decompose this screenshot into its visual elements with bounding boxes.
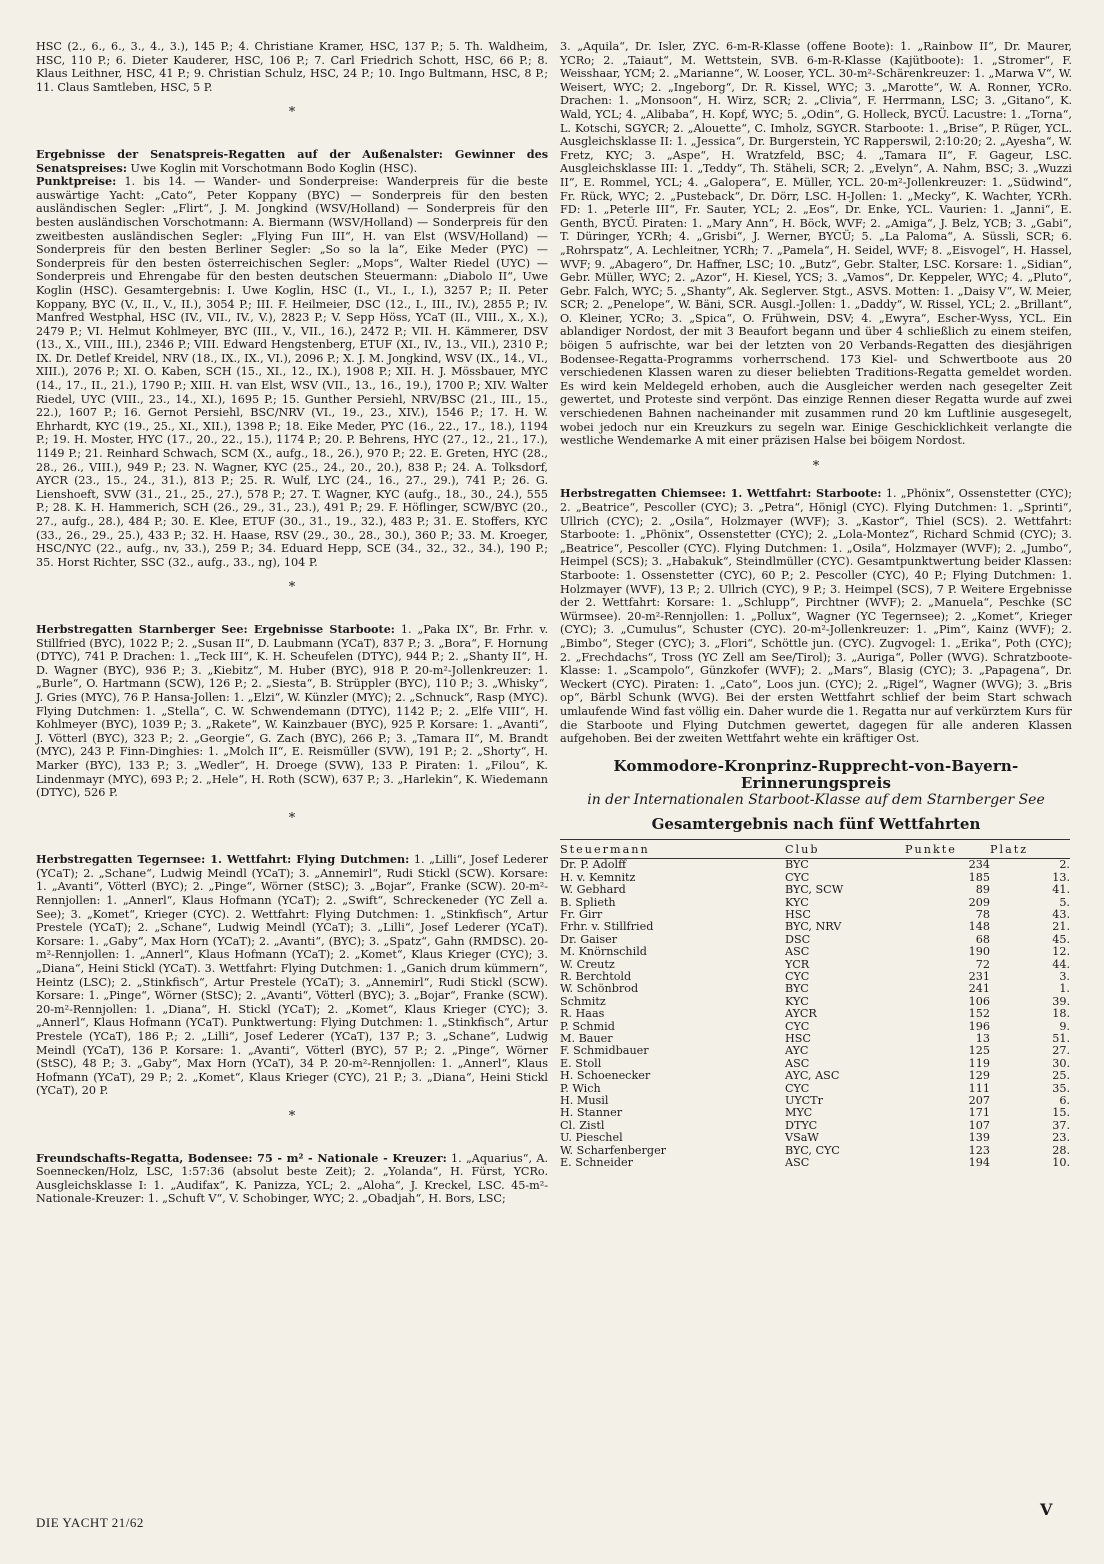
cell-rank: 15. — [1052, 1106, 1070, 1120]
cell-points: 106 — [968, 994, 990, 1008]
article-chiemsee — [560, 487, 1072, 745]
cell-name: B. Splieth — [560, 895, 616, 909]
cell-club: CYC — [785, 1019, 810, 1033]
cell-rank: 25. — [1052, 1069, 1070, 1083]
right-column — [560, 40, 1072, 1169]
column-header-points: Punkte — [905, 839, 990, 859]
cell-club: BYC, CYC — [785, 1143, 840, 1157]
cell-points: 68 — [975, 932, 990, 946]
table-row — [560, 1095, 1070, 1107]
table-header-row — [560, 839, 1070, 859]
cell-rank: 9. — [1059, 1019, 1070, 1033]
cell-points: 148 — [968, 920, 990, 934]
left-column — [36, 40, 548, 1206]
cell-points: 119 — [968, 1056, 990, 1070]
separator-star: * — [288, 1108, 296, 1124]
cell-club: DTYC — [785, 1118, 818, 1132]
cell-club: AYC, ASC — [785, 1069, 840, 1083]
cell-name: H. Schoenecker — [560, 1069, 651, 1083]
cell-club: CYC — [785, 969, 810, 983]
article-senatspreis — [36, 148, 548, 175]
cell-rank: 41. — [1052, 883, 1070, 897]
article-text: Uwe Koglin mit Vorschotmann Bodo Koglin (HSC). — [126, 161, 418, 175]
cell-rank: 39. — [1052, 994, 1070, 1008]
cell-points: 207 — [968, 1094, 990, 1107]
cell-rank: 5. — [1059, 895, 1070, 909]
cell-rank: 51. — [1052, 1031, 1070, 1045]
cell-rank: 30. — [1052, 1056, 1070, 1070]
results-table — [560, 839, 1070, 1170]
cell-club: AYCR — [785, 1007, 817, 1021]
cell-club: DSC — [785, 932, 811, 946]
cell-rank: 13. — [1052, 870, 1070, 884]
cell-points: 125 — [968, 1044, 990, 1058]
cell-rank: 23. — [1052, 1131, 1070, 1145]
separator-star: * — [812, 458, 820, 474]
cell-club: ASC — [785, 945, 810, 959]
cell-points: 13 — [975, 1031, 990, 1045]
cell-club: ASC — [785, 1156, 810, 1170]
cell-rank: 6. — [1059, 1094, 1070, 1107]
column-header-name: Steuermann — [560, 839, 785, 859]
cell-points: 129 — [968, 1069, 990, 1083]
cell-club: BYC — [785, 858, 809, 872]
cell-name: R. Haas — [560, 1007, 605, 1021]
cell-points: 89 — [975, 883, 990, 897]
results-heading: Gesamtergebnis nach fünf Wettfahrten — [651, 814, 981, 833]
table-row — [560, 1008, 1070, 1020]
cell-points: 234 — [968, 858, 990, 872]
cell-name: W. Scharfenberger — [560, 1143, 667, 1157]
cell-rank: 35. — [1052, 1081, 1070, 1095]
cell-club: HSC — [785, 1031, 811, 1045]
column-header-rank: Platz — [990, 839, 1070, 859]
article-hsc-results-end: HSC (2., 6., 6., 3., 4., 3.), 145 P.; 4. Christiane Kramer, HSC, 137 P.; 5. Th. Waldheim, HSC, 110 P.; 6. Dieter Kauderer, HSC, 106 P.; 7. Carl Friedrich Schott, HSC, 66 P.; 8. Klaus Leithner, HSC, 41 P.; 9. Christian Schulz, HSC, 24 P.; 10. Ingo Bultmann, HSC, 8 P.; 11. Claus Samtleben, HSC, 5 P. — [36, 40, 548, 94]
cell-points: 196 — [968, 1019, 990, 1033]
table-row — [560, 1132, 1070, 1144]
cell-name: H. v. Kemnitz — [560, 870, 636, 884]
cell-club: VSaW — [785, 1131, 819, 1145]
cell-rank: 37. — [1052, 1118, 1070, 1132]
cell-club: BYC — [785, 982, 809, 996]
cell-club: CYC — [785, 1081, 810, 1095]
cell-name: R. Berchtold — [560, 969, 632, 983]
table-row — [560, 983, 1070, 995]
cell-club: UYCTr — [785, 1094, 823, 1107]
article-heading: Freundschafts-Regatta, Bodensee: 75 - m² - Nationale - Kreuzer: — [36, 1150, 447, 1165]
cell-points: 231 — [968, 969, 990, 983]
cell-points: 111 — [968, 1081, 990, 1095]
column-header-club: Club — [785, 839, 905, 859]
cell-club: MYC — [785, 1106, 813, 1120]
separator-star: * — [288, 105, 296, 121]
cell-rank: 18. — [1052, 1007, 1070, 1021]
cell-name: H. Stanner — [560, 1106, 623, 1120]
cell-name: M. Knörnschild — [560, 945, 647, 959]
table-row — [560, 1157, 1070, 1169]
cell-club: KYC — [785, 994, 809, 1008]
article-heading: Punktpreise: — [36, 174, 117, 189]
cell-rank: 44. — [1052, 957, 1070, 971]
cell-club: KYC — [785, 895, 809, 909]
cell-name: Frhr. v. Stillfried — [560, 920, 654, 934]
cell-points: 190 — [968, 945, 990, 959]
results-section — [560, 758, 1072, 1170]
table-row — [560, 859, 1070, 872]
cell-rank: 3. — [1059, 969, 1070, 983]
cell-points: 152 — [968, 1007, 990, 1021]
cell-rank: 10. — [1052, 1156, 1070, 1170]
cell-name: U. Pieschel — [560, 1131, 623, 1145]
cell-points: 78 — [975, 907, 990, 921]
cell-rank: 27. — [1052, 1044, 1070, 1058]
cell-rank: 12. — [1052, 945, 1070, 959]
cell-points: 107 — [968, 1118, 990, 1132]
article-bodensee-continued: 3. „Aquila“, Dr. Isler, ZYC. 6-m-R-Klasse (offene Boote): 1. „Rainbow II“, Dr. Maurer, YCRo; 2. „Taiaut“, M. Wettstein, SVB. 6-m-R-Klasse (Kajütboote): 1. „Stromer“, F. Weisshaar, YCM; 2. „Marianne“, W. Looser, YCL. 30-m²-Schärenkreuzer: 1. „Marwa V“, W. Weisert, WYC; 2. „Ingeborg“, Dr. R. Kissel, WYC; 3. „Marotte“, W. A. Ronner, YCRo. Drachen: 1. „Monsoon“, H. Wirz, SCR; 2. „Clivia“, F. Herrmann, LSC; 3. „Gitano“, K. Wald, YCL; 4. „Alibaba“, H. Kopf, WYC; 5. „Odin“, G. Holleck, BYCÜ. Lacustre: 1. „Torna“, L. Kotschi, SGYCR; 2. „Alouette“, C. Imholz, SGYCR. Starboote: 1. „Brise“, P. Rüger, YCL. Ausgleichsklasse II: 1. „Jessica“, Dr. Burgerstein, YC Rapperswil, 2:10:20; 2. „Ayesha“, W. Fretz, KYC; 3. „Aspe“, H. Wratzfeld, BSC; 4. „Tamara II“, F. Gageur, LSC. Ausgleichsklasse III: 1. „Teddy“, Th. Stäheli, SCR; 2. „Evelyn“, A. Nahm, BSC; 3. „Wuzzi II“, E. Rommel, YCL; 4. „Galopera“, E. Müller, YCL. 20-m²-Jollenkreuzer: 1. „Südwind“, Fr. Rück, WYC; 2. „Pusteback“, Dr. Dörr, LSC. H-Jollen: 1. „Mecky“, K. Wachter, YCRh. FD: 1. „Peterle III“, Fr. Sauter, YCL; 2. „Eos“, Dr. Enke, YCL. Vaurien: 1. „Janni“, E. Genth, BYCÜ. Piraten: 1. „Mary Ann“, H. Böck, WVF; 2. „Amiga“, J. Belz, YCB; 3. „Gabi“, T. Düringer, YCRh; 4. „Grisbi“, J. Werner, BYCÜ; 5. „La Paloma“, A. Süssli, SCR; 6. „Rohrspatz“, A. Lechleitner, YCRh; 7. „Pamela“, H. Seidel, WVF; 8. „Eisvogel“, H. Hassel, WVF; 9. „Abagero“, Dr. Haffner, LSC; 10. „Butz“, Gebr. Stalter, LSC. Korsare: 1. „Sidian“, Gebr. Müller, WYC; 2. „Azor“, H. Kiesel, YCS; 3. „Vamos“, Dr. Keppeler, WYC; 4. „Pluto“, Gebr. Falch, WYC; 5. „Shanty“, Ak. Seglerver. Stgt., ASVS. Motten: 1. „Daisy V“, W. Meier, SCR; 2. „Penelope“, W. Bäni, SCR. Ausgl.-Jollen: 1. „Daddy“, W. Rissel, YCL; 2. „Brillant“, O. Kleiner, YCRo; 3. „Spica“, O. Frühwein, DSV; 4. „Ewyra“, Escher-Wyss, YCL. Ein ablandiger Nordost, der mit 3 Beaufort begann und über 4 schließlich zu einem steifen, böigen 5 aufrischte, war bei der letzten von 20 Verbands-Regatten des diesjährigen Bodensee-Regatta-Programms vorherrschend. 173 Kiel- und Schwertboote aus 20 verschiedenen Klassen waren zu dieser beliebten Traditions-Regatta gemeldet worden. Es wird kein Meldegeld erhoben, auch die Ausgleicher werden nach gesegelter Zeit gewertet, und Proteste sind verpönt. Das einzige Rennen dieser Regatta wurde auf zwei verschiedenen Bahnen nacheinander mit zusammen rund 20 km Luftlinie ausgesegelt, wobei jedoch nur ein Kreuzkurs zu segeln war. Einige Geschicklichkeit verlangte die westliche Wendemarke A mit einer präzisen Halse bei böigem Nordost. — [560, 40, 1072, 448]
cell-club: BYC, SCW — [785, 883, 844, 897]
cell-points: 194 — [968, 1156, 990, 1170]
table-row — [560, 1145, 1070, 1157]
article-heading: Ergebnisse der Senatspreis-Regatten auf der Außenalster: Gewinner des Senatspreises: — [36, 146, 548, 175]
cell-points: 123 — [968, 1143, 990, 1157]
cell-club: YCR — [785, 957, 810, 971]
cell-name: Cl. Zistl — [560, 1118, 605, 1132]
cell-name: E. Stoll — [560, 1056, 602, 1070]
cell-rank: 21. — [1052, 920, 1070, 934]
article-heading: Herbstregatten Tegernsee: 1. Wettfahrt: Flying Dutchmen: — [36, 852, 410, 867]
cell-club: ASC — [785, 1056, 810, 1070]
cell-points: 185 — [968, 870, 990, 884]
article-tegernsee — [36, 853, 548, 1098]
cell-name: F. Schmidbauer — [560, 1044, 649, 1058]
table-row — [560, 1070, 1070, 1082]
cell-name: P. Schmid — [560, 1019, 615, 1033]
cell-name: W. Creutz — [560, 957, 615, 971]
cell-club: AYC — [785, 1044, 809, 1058]
cell-points: 72 — [975, 957, 990, 971]
table-row — [560, 1045, 1070, 1057]
table-row — [560, 884, 1070, 896]
article-starnberger-see — [36, 623, 548, 800]
cell-name: E. Schneider — [560, 1156, 633, 1170]
cell-name: M. Bauer — [560, 1031, 613, 1045]
separator-star: * — [288, 580, 296, 596]
cell-name: Fr. Girr — [560, 907, 603, 921]
table-row — [560, 946, 1070, 958]
cell-points: 241 — [968, 982, 990, 996]
results-title: Kommodore-Kronprinz-Rupprecht-von-Bayern-Erinnerungspreis — [613, 756, 1019, 792]
article-heading: Herbstregatten Chiemsee: 1. Wettfahrt: Starboote: — [560, 486, 882, 501]
article-text: 1. „Aquarius“, A. Soennecken/Holz, LSC, 1:57:36 (absolut beste Zeit); 2. „Yolanda“, H. Fürst, YCRo. Ausgleichsklasse I: 1. „Audifax“, K. Panizza, YCL; 2. „Aloha“, J. Kreckel, LSC. 45-m²-Nationale-Kreuzer: 1. „Schuft V“, V. Schobinger, WYC; 2. „Obadjah“, H. Bors, LSC; — [36, 1151, 548, 1206]
article-text: 1. „Phönix“, Ossenstetter (CYC); 2. „Beatrice“, Pescoller (CYC); 3. „Petra“, Hönigl (CYC). Flying Dutchmen: 1. „Sprinti“, Ullrich (CYC); 2. „Osila“, Holzmayer (WVF); 3. „Kastor“, Thiel (SCS). 2. Wettfahrt: Starboote: 1. „Phönix“, Ossenstetter (CYC); 2. „Lola-Montez“, Richard Schmid (CYC); 3. „Beatrice“, Pescoller (CYC). Flying Dutchmen: 1. „Osila“, Holzmayer (WVF); 2. „Jumbo“, Heimpel (SCS); 3. „Habakuk“, Steindlmüller (CYC). Gesamtpunktwertung beider Klassen: Starboote: 1. Ossenstetter (CYC), 60 P.; 2. Pescoller (CYC), 40 P.; Flying Dutchmen: 1. Holzmayer (WVF), 13 P.; 2. Ullrich (CYC), 9 P.; 3. Heimpel (SCS), 7 P. Weitere Ergebnisse der 2. Wettfahrt: Korsare: 1. „Schlupp“, Pirchtner (WVF); 2. „Manuela“, Peschke (SC Würmsee). 20-m²-Rennjollen: 1. „Pollux“, Wagner (YC Tegernsee); 2. „Komet“, Krieger (CYC); 3. „Cumulus“, Schuster (CYC). 20-m²-Jollenkreuzer: 1. „Pim“, Kainz (WVF); 2. „Bimbo“, Steger (CYC); 3. „Flori“, Schöttle jun. (CYC). Zugvogel: 1. „Erika“, Poth (CYC); 2. „Frechdachs“, Tross (YC Zell am See/Tirol); 3. „Auriga“, Poller (WVG). Schratzboote-Klasse: 1. „Scampolo“, Günzkofer (WVF); 2. „Mars“, Blasig (CYC); 3. „Papagena“, Dr. Weckert (CYC). Piraten: 1. „Cato“, Loos jun. (CYC); 2. „Rigel“, Wagner (WVG); 3. „Bris op“, Bärbl Schunk (WVG). Bei der ersten Wettfahrt schlief der beim Start schwach umlaufende Wind fast völlig ein. Daher wurde die 1. Regatta nur auf verkürztem Kurs für die Starboote und Flying Dutchmen gewertet, dagegen für alle anderen Klassen aufgehoben. Bei der zweiten Wettfahrt wehte ein kräftiger Ost. — [560, 487, 1073, 746]
results-table-body — [560, 859, 1070, 1170]
cell-rank: 2. — [1059, 858, 1070, 872]
cell-name: P. Wich — [560, 1081, 601, 1095]
cell-points: 171 — [968, 1106, 990, 1120]
cell-club: BYC, NRV — [785, 920, 842, 934]
page-mark: V — [1040, 1500, 1053, 1519]
separator-star: * — [288, 810, 296, 826]
cell-name: H. Musil — [560, 1094, 609, 1107]
cell-rank: 1. — [1059, 982, 1070, 996]
cell-name: Dr. Gaiser — [560, 932, 618, 946]
cell-name: W. Schönbrod — [560, 982, 639, 996]
article-heading: Herbstregatten Starnberger See: Ergebnisse Starboote: — [36, 621, 395, 636]
cell-name: Dr. P. Adolff — [560, 858, 627, 872]
cell-rank: 45. — [1052, 932, 1070, 946]
cell-club: HSC — [785, 907, 811, 921]
cell-rank: 28. — [1052, 1143, 1070, 1157]
table-row — [560, 921, 1070, 933]
footer-issue: DIE YACHT 21/62 — [36, 1515, 144, 1530]
cell-points: 139 — [968, 1131, 990, 1145]
article-punktpreise — [36, 175, 548, 569]
article-bodensee — [36, 1152, 548, 1206]
cell-name: Schmitz — [560, 994, 606, 1008]
cell-club: CYC — [785, 870, 810, 884]
table-row — [560, 1107, 1070, 1119]
cell-points: 209 — [968, 895, 990, 909]
cell-name: W. Gebhard — [560, 883, 626, 897]
article-text: 1. „Paka IX“, Br. Frhr. v. Stillfried (BYC), 1022 P.; 2. „Susan II“, D. Laubmann (YCaT), 837 P.; 3. „Bora“, F. Hornung (DTYC), 741 P. Drachen: 1. „Teck III“, K. H. Scheufelen (DTYC), 944 P.; 2. „Shanty II“, H. D. Wagner (BYC), 936 P.; 3. „Kiebitz“, M. Huber (BYC), 918 P. 20-m²-Jollenkreuzer: 1. „Burle“, O. Hartmann (SCW), 126 P.; 2. „Siesta“, B. Strüppler (BYC), 110 P.; 3. „Whisky“, J. Gries (MYC), 76 P. Hansa-Jollen: 1. „Elzi“, W. Künzler (MYC); 2. „Schnuck“, Rasp (MYC). Flying Dutchmen: 1. „Stella“, C. W. Schwendemann (DTYC), 1142 P.; 2. „Elfe VIII“, H. Kohlmeyer (BYC), 1039 P.; 3. „Rakete“, W. Kainzbauer (BYC), 925 P. Korsare: 1. „Avanti“, J. Vötterl (BYC), 323 P.; 2. „Georgie“, G. Zach (BYC), 266 P.; 3. „Tamara II“, M. Brandt (MYC), 243 P. Finn-Dinghies: 1. „Molch II“, E. Reismüller (SVW), 191 P.; 2. „Shorty“, H. Marker (BYC), 133 P.; 3. „Wedler“, H. Droege (SVW), 133 P. Piraten: 1. „Filou“, K. Lindenmayr (MYC), 693 P.; 2. „Hele“, H. Roth (SCW), 637 P.; 3. „Harlekin“, K. Wiedemann (DTYC), 526 P. — [36, 622, 548, 800]
article-text: 1. bis 14. — Wander- und Sonderpreise: Wanderpreis für die beste auswärtige Yacht: „Cato“, Peter Koppany (BYC) — Sonderpreis für den besten ausländischen Segler: „Flirt“, J. M. Jongkind (WSV/Holland) — Sonderpreis für den besten ausländischen Vorschotmann: A. Biermann (WSV/Holland) — Sonderpreis für den zweitbesten ausländischen Segler: „Flying Fun III“, H. van Elst (WSV/Holland) — Sonderpreis für den besten Berliner Segler: „So so la la“, Eike Meder (PYC) — Sonderpreis für den besten österreichischen Segler: „Mops“, Walter Riedel (UYC) — Sonderpreis und Ehrengabe für den besten deutschen Steuermann: „Diabolo II“, Uwe Koglin (HSC). Gesamtergebnis: I. Uwe Koglin, HSC (I., VI., I., I.), 3257 P.; II. Peter Koppany, BYC (V., II., V., II.), 3054 P.; III. F. Heilmeier, DSC (12., I., III., IV.), 2855 P.; IV. Manfred Westphal, HSC (IV., VII., IV., V.), 2823 P.; V. Sepp Höss, YCaT (II., VIII., X., X.), 2479 P.; VI. Helmut Kohlmeyer, BYC (III., V., VII., 16.), 2472 P.; VII. H. Kämmerer, DSV (13., X., VIII., III.), 2346 P.; VIII. Edward Hengstenberg, ETUF (XI., IV., 13., VII.), 2310 P.; IX. Dr. Detlef Kreidel, NRV (18., IX., IX., VI.), 2096 P.; X. J. M. Jongkind, WSV (IX., 14., VI., XIII.), 2076 P.; XI. O. Kaben, SCH (15., XI., 12., IX.), 1908 P.; XII. H. J. Mössbauer, MYC (14., 17., II., 21.), 1790 P.; XIII. H. van Elst, WSV (VII., 13., 16., 19.), 1700 P.; XIV. Walter Riedel, UYC (VIII., 23., 14., XI.), 1695 P.; 15. Gunther Persiehl, NRV/BSC (21., III., 15., 22.), 1607 P.; 16. Gernot Persiehl, BSC/NRV (VI., 19., 23., XIV.), 1546 P.; 17. H. W. Ehrhardt, KYC (19., 25., XI., XII.), 1398 P.; 18. Eike Meder, PYC (16., 22., 17., 18.), 1194 P.; 19. H. Moster, HYC (17., 20., 22., 15.), 1174 P.; 20. P. Behrens, HYC (27., 12., 21., 17.), 1149 P.; 21. Reinhard Schwach, SCM (X., aufg., 18., 26.), 970 P.; 22. E. Greten, HYC (28., 28., 26., VIII.), 949 P.; 23. N. Wagner, KYC (25., 24., 20., 20.), 838 P.; 24. A. Tolksdorf, AYCR (23., 15., 24., 31.), 813 P.; 25. R. Wulf, LYC (24., 16., 27., 29.), 741 P.; 26. G. Lienshoeft, SVW (31., 21., 25., 27.), 578 P.; 27. T. Wagner, KYC (aufg., 18., 30., 24.), 555 P.; 28. K. H. Hammerich, SCH (26., 29., 31., 23.), 491 P.; 29. F. Höflinger, SCW/BYC (20., 27., aufg., 28.), 484 P.; 30. E. Klee, ETUF (30., 31., 19., 32.), 483 P.; 31. E. Stoffers, KYC (33., 26., 29., 25.), 433 P.; 32. H. Haase, RSV (29., 30., 28., 30.), 360 P.; 33. M. Kroeger, HSC/NYC (22., aufg., nv, 33.), 259 P.; 34. Eduard Hepp, SCE (34., 32., 32., 34.), 190 P.; 35. Horst Richter, SSC (32., aufg., 33., ng), 104 P. — [36, 175, 548, 569]
table-row — [560, 1021, 1070, 1033]
cell-rank: 43. — [1052, 907, 1070, 921]
results-subtitle: in der Internationalen Starboot-Klasse auf dem Starnberger See — [587, 791, 1045, 808]
article-text: 1. „Lilli“, Josef Lederer (YCaT); 2. „Schane“, Ludwig Meindl (YCaT); 3. „Annemirl“, Rudi Stickl (SCW). Korsare: 1. „Avanti“, Vötterl (BYC); 2. „Pinge“, Wörner (StSC); 3. „Bojar“, Franke (SCW). 20-m²-Rennjollen: 1. „Annerl“, Klaus Hofmann (YCaT); 2. „Swift“, Schreckeneder (YC Zell a. See); 3. „Komet“, Krieger (CYC). 2. Wettfahrt: Flying Dutchmen: 1. „Stinkfisch“, Artur Prestele (YCaT); 2. „Schane“, Ludwig Meindl (YCaT); 3. „Lilli“, Josef Lederer (YCaT). Korsare: 1. „Gaby“, Max Horn (YCaT); 2. „Avanti“, (BYC); 3. „Spatz“, Gahn (RMDSC). 20-m²-Rennjollen: 1. „Annerl“, Klaus Hofmann (YCaT); 2. „Komet“, Klaus Krieger (CYC); 3. „Diana“, Heini Stickl (YCaT). 3. Wettfahrt: Flying Dutchmen: 1. „Ganich drum kümmern“, Heintz (LSC); 2. „Stinkfisch“, Artur Prestele (YCaT); 3. „Annemirl“, Rudi Stickl (SCW). Korsare: 1. „Pinge“, Wörner (StSC); 2. „Avanti“, Vötterl (BYC); 3. „Bojar“, Franke (SCW). 20-m²-Rennjollen: 1. „Diana“, H. Stickl (YCaT); 2. „Komet“, Klaus Krieger (CYC); 3. „Annerl“, Klaus Hofmann (YCaT). Punktwertung: Flying Dutchmen: 1. „Stinkfisch“, Artur Prestele (YCaT), 186 P.; 2. „Lilli“, Josef Lederer (YCaT), 137 P.; 3. „Schane“, Ludwig Meindl (YCaT), 136 P. Korsare: 1. „Avanti“, Vötterl (BYC), 57 P.; 2. „Pinge“, Wörner (StSC), 48 P.; 3. „Gaby“, Max Horn (YCaT), 34 P. 20-m²-Rennjollen: 1. „Annerl“, Klaus Hofmann (YCaT), 29 P.; 2. „Komet“, Klaus Krieger (CYC), 21 P.; 3. „Diana“, Heini Stickl (YCaT), 20 P. — [36, 853, 548, 1098]
table-row — [560, 959, 1070, 971]
table-row — [560, 897, 1070, 909]
